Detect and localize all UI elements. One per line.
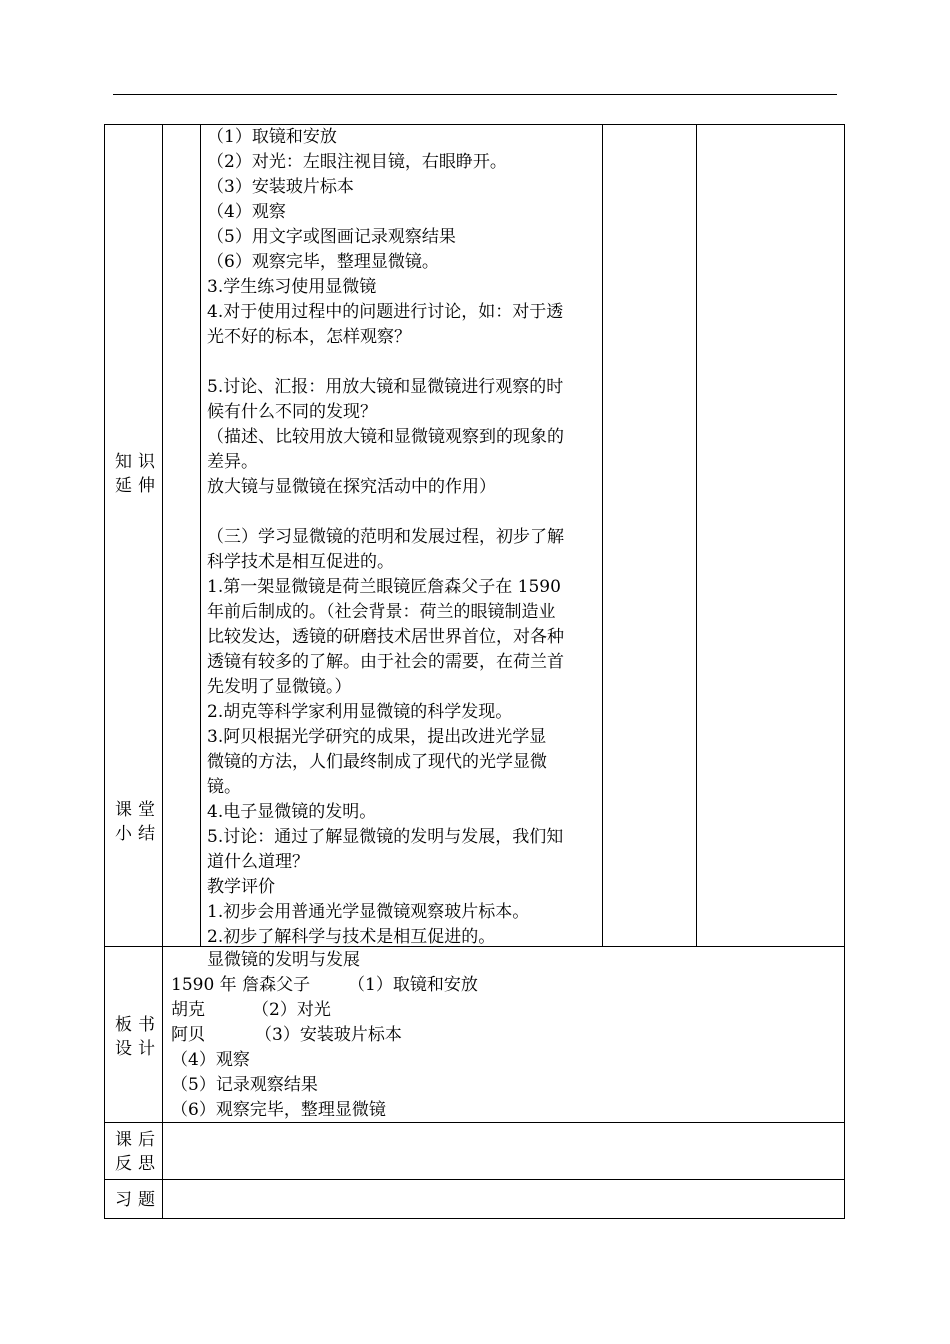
label-ketang-xiaojie: 课堂 小结 [115,800,161,844]
content-line: 2.初步了解科学与技术是相互促进的。 [207,927,496,947]
col-divider-1 [162,124,163,1219]
board-row4: （4）观察 [171,1050,250,1070]
content-line: 3.学生练习使用显微镜 [207,277,377,297]
content-line: 镜。 [207,777,241,797]
header-rule [113,94,837,95]
content-line: 道什么道理？ [207,852,309,872]
content-line: 科学技术是相互促进的。 [207,552,394,572]
content-line: （4）观察 [207,202,286,222]
content-line: 微镜的方法，人们最终制成了现代的光学显微 [207,752,547,772]
content-line: 光不好的标本，怎样观察？ [207,327,411,347]
content-line: 5.讨论：通过了解显微镜的发明与发展，我们知 [207,827,564,847]
content-line: 候有什么不同的发现？ [207,402,377,422]
label-kehou-fansi: 课后 反思 [115,1130,161,1174]
board-row2-right: （2）对光 [252,1000,331,1020]
content-line: （描述、比较用放大镜和显微镜观察到的现象的 [207,427,564,447]
board-row3-right: （3）安装玻片标本 [255,1025,402,1045]
content-line: 差异。 [207,452,258,472]
content-blank-line [207,350,599,375]
col-divider-4 [696,124,697,946]
content-cell [207,125,599,950]
content-line: （5）用文字或图画记录观察结果 [207,227,456,247]
board-row5: （5）记录观察结果 [171,1075,318,1095]
content-line: 3.阿贝根据光学研究的成果，提出改进光学显 [207,727,547,747]
board-row1-right: （1）取镜和安放 [348,975,478,995]
content-line: （1）取镜和安放 [207,127,337,147]
col-divider-2 [200,124,201,946]
board-row1-left: 1590 年 詹森父子 [171,975,311,995]
row-divider-3 [104,1179,845,1180]
content-line: （6）观察完毕，整理显微镜。 [207,252,439,272]
content-line: 1.第一架显微镜是荷兰眼镜匠詹森父子在 1590 [207,577,561,597]
content-line: 2.胡克等科学家利用显微镜的科学发现。 [207,702,513,722]
label-banshu-sheji: 板书 设计 [115,1015,161,1059]
content-line: 教学评价 [207,877,275,897]
content-line: 年前后制成的。（社会背景：荷兰的眼镜制造业 [207,602,556,622]
board-title: 显微镜的发明与发展 [207,950,360,970]
content-line: 比较发达，透镜的研磨技术居世界首位，对各种 [207,627,564,647]
content-blank-line [207,500,599,525]
col-divider-3 [602,124,603,946]
content-line: （2）对光：左眼注视目镜，右眼睁开。 [207,152,507,172]
content-line: （3）安装玻片标本 [207,177,354,197]
content-line: 4.电子显微镜的发明。 [207,802,377,822]
content-line: 4.对于使用过程中的问题进行讨论，如：对于透 [207,302,564,322]
board-row6: （6）观察完毕，整理显微镜 [171,1100,386,1120]
board-row3-left: 阿贝 [171,1025,205,1045]
board-row2-left: 胡克 [171,1000,205,1020]
content-line: 透镜有较多的了解。由于社会的需要，在荷兰首 [207,652,564,672]
content-line: 放大镜与显微镜在探究活动中的作用） [207,477,496,497]
content-line: （三）学习显微镜的范明和发展过程，初步了解 [207,527,564,547]
label-zhishi-yanshen: 知识 延伸 [115,452,161,496]
content-line: 5.讨论、汇报：用放大镜和显微镜进行观察的时 [207,377,564,397]
content-line: 1.初步会用普通光学显微镜观察玻片标本。 [207,902,530,922]
label-xiti: 习题 [115,1190,161,1210]
content-line: 先发明了显微镜。） [207,677,352,697]
